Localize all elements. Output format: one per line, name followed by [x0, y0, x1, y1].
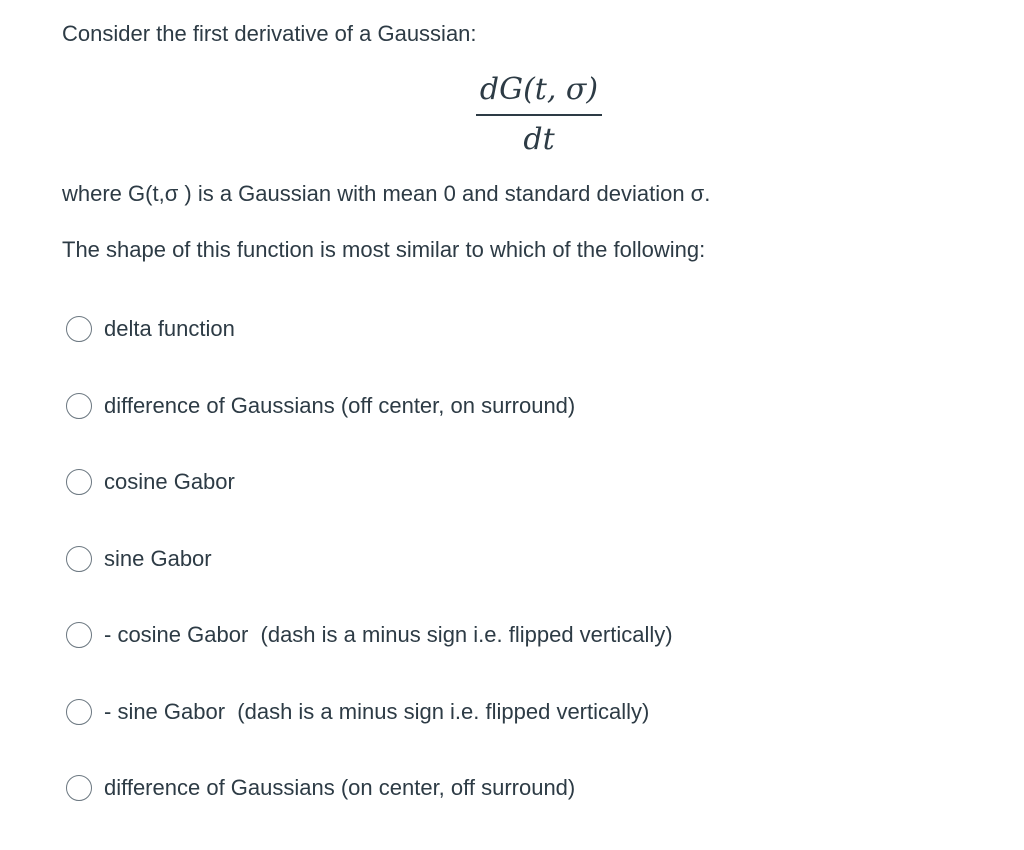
answer-label: delta function: [104, 316, 235, 341]
question-intro: Consider the first derivative of a Gaussian:: [62, 21, 477, 46]
radio-button[interactable]: [66, 546, 92, 572]
formula-numerator: dG(t, σ): [479, 72, 599, 107]
answer-label: cosine Gabor: [104, 469, 235, 494]
answer-list: [66, 314, 673, 850]
answer-option-cosine-gabor[interactable]: [66, 467, 673, 497]
radio-button[interactable]: [66, 469, 92, 495]
derivative-formula: [476, 70, 602, 160]
answer-option-delta-function[interactable]: [66, 314, 673, 344]
answer-option-sine-gabor[interactable]: [66, 544, 673, 574]
answer-option-dog-off-center[interactable]: [66, 391, 673, 421]
answer-option-negative-sine-gabor[interactable]: [66, 697, 673, 727]
answer-label: difference of Gaussians (on center, off surround): [104, 775, 576, 800]
radio-button[interactable]: [66, 393, 92, 419]
radio-button[interactable]: [66, 775, 92, 801]
formula-denominator: dt: [523, 122, 555, 157]
radio-button[interactable]: [66, 622, 92, 648]
radio-button[interactable]: [66, 316, 92, 342]
answer-label: - sine Gabor (dash is a minus sign i.e. flipped vertically): [104, 698, 650, 724]
answer-option-negative-cosine-gabor[interactable]: [66, 620, 673, 650]
answer-label: difference of Gaussians (off center, on surround): [104, 392, 576, 418]
gaussian-definition: where G(t,σ ) is a Gaussian with mean 0 and standard deviation σ.: [62, 181, 711, 206]
answer-option-dog-on-center[interactable]: [66, 773, 673, 803]
answer-label: - cosine Gabor (dash is a minus sign i.e. flipped vertically): [104, 622, 673, 647]
radio-button[interactable]: [66, 699, 92, 725]
answer-label: sine Gabor: [104, 545, 212, 571]
question-prompt: The shape of this function is most similar to which of the following:: [62, 237, 706, 262]
